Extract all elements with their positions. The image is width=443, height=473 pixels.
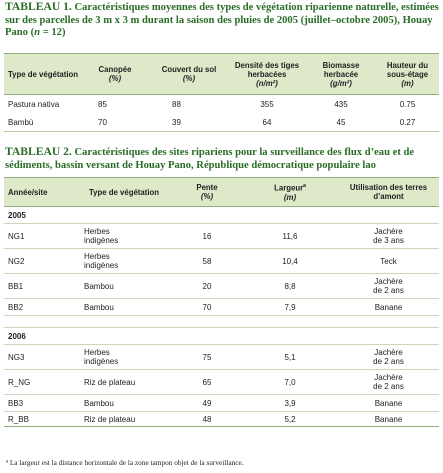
table-row xyxy=(4,249,439,274)
cell-pente: 70 xyxy=(172,299,242,316)
cell-utilisation: Jachère de 3 ans xyxy=(338,224,439,249)
table-row xyxy=(4,370,439,395)
cell-pente: 49 xyxy=(172,395,242,412)
cell-pente: 65 xyxy=(172,370,242,395)
cell-site: BB3 xyxy=(4,395,76,412)
table1-caption xyxy=(3,1,443,40)
cell-largeur: 5,1 xyxy=(242,345,338,370)
cell-largeur: 3,9 xyxy=(242,395,338,412)
table-row xyxy=(4,224,439,249)
cell-type: Pastura nativa xyxy=(8,100,60,109)
cell-largeur: 7,0 xyxy=(242,370,338,395)
cell-site: BB1 xyxy=(4,274,76,299)
cell-largeur: 10,4 xyxy=(242,249,338,274)
cell-site: NG3 xyxy=(4,345,76,370)
cell-canopee: 85 xyxy=(98,100,107,109)
cell-pente: 20 xyxy=(172,274,242,299)
cell-densite: 355 xyxy=(260,100,274,109)
table2-header-annee: Année/site xyxy=(4,178,76,207)
cell-type: Riz de plateau xyxy=(76,412,172,427)
cell-utilisation: Banane xyxy=(338,395,439,412)
cell-type: Herbes indigènes xyxy=(76,345,172,370)
cell-largeur: 5,2 xyxy=(242,412,338,427)
table2-caption xyxy=(3,146,443,172)
cell-couvert: 39 xyxy=(150,114,228,132)
cell-site: R_NG xyxy=(4,370,76,395)
cell-hauteur: 0.27 xyxy=(376,114,439,132)
table1-header-row xyxy=(4,54,439,95)
cell-pente: 48 xyxy=(172,412,242,427)
cell-utilisation: Banane xyxy=(338,299,439,316)
table-row xyxy=(4,395,439,412)
table2-header-row xyxy=(4,178,439,207)
table2 xyxy=(4,177,439,427)
table2-header-largeur: Largeur$^a$ (m) xyxy=(242,178,338,207)
table2-footnote: ª La largeur est la distance horizontale de la zone tampon objet de la surveillance. xyxy=(6,458,244,467)
cell-site: BB2 xyxy=(4,299,76,316)
table2-caption-text: Caractéristiques des sites ripariens pour la surveillance des flux d’eau et de sédiments, bassin versant de Houay Pano, République démocratique populaire lao xyxy=(5,147,415,171)
table1 xyxy=(4,53,439,132)
cell-type: Bambou xyxy=(76,395,172,412)
table-row xyxy=(4,412,439,427)
table1-header-type: Type de végétation xyxy=(4,54,80,95)
table-row xyxy=(4,345,439,370)
table1-caption-label: TABLEAU 1. xyxy=(5,0,72,13)
year-row-2005 xyxy=(4,207,439,224)
cell-hauteur: 0.75 xyxy=(399,100,416,109)
cell-biomasse: 45 xyxy=(306,114,376,132)
cell-largeur: 8,8 xyxy=(242,274,338,299)
spacer-row xyxy=(4,316,439,328)
cell-type: Bambù xyxy=(4,114,80,132)
year-label: 2005 xyxy=(4,207,439,224)
cell-type: Herbes indigènes xyxy=(76,249,172,274)
cell-site: NG2 xyxy=(4,249,76,274)
cell-biomasse: 435 xyxy=(334,100,348,109)
table1-caption-n-value: = 12) xyxy=(40,27,66,39)
table2-header-type: Type de végétation xyxy=(76,178,172,207)
table-row xyxy=(4,95,439,115)
cell-type: Herbes indigènes xyxy=(76,224,172,249)
cell-pente: 75 xyxy=(172,345,242,370)
table2-header-utilisation: Utilisation des terres d’amont xyxy=(338,178,439,207)
year-label: 2006 xyxy=(4,328,439,345)
table1-header-densite: Densité des tiges herbacées (n/m²) xyxy=(228,54,306,95)
table1-caption-text: Caractéristiques moyennes des types de végétation riparienne naturelle, estimées sur des parcelles de 3 m x 3 m durant la saison des pluies de 2005 (juillet–octobre 2005), Houay Pano ( xyxy=(5,2,439,39)
table-row xyxy=(4,114,439,132)
table1-caption-n: n xyxy=(34,27,41,39)
table-row xyxy=(4,299,439,316)
cell-pente: 58 xyxy=(172,249,242,274)
cell-pente: 16 xyxy=(172,224,242,249)
cell-utilisation: Jachère de 2 ans xyxy=(338,370,439,395)
table1-header-biomasse: Biomasse herbacée (g/m²) xyxy=(306,54,376,95)
cell-largeur: 7,9 xyxy=(242,299,338,316)
cell-utilisation: Teck xyxy=(338,249,439,274)
cell-canopee: 70 xyxy=(80,114,150,132)
cell-utilisation: Jachère de 2 ans xyxy=(338,274,439,299)
cell-utilisation: Banane xyxy=(338,412,439,427)
table2-caption-label: TABLEAU 2. xyxy=(5,145,72,158)
cell-couvert: 88 xyxy=(172,100,181,109)
cell-type: Bambou xyxy=(76,299,172,316)
cell-site: NG1 xyxy=(4,224,76,249)
cell-type: Riz de plateau xyxy=(76,370,172,395)
table-row xyxy=(4,274,439,299)
table2-header-pente: Pente (%) xyxy=(172,178,242,207)
cell-densite: 64 xyxy=(228,114,306,132)
table1-header-hauteur: Hauteur du sous-étage (m) xyxy=(376,54,439,95)
cell-utilisation: Jachère de 2 ans xyxy=(338,345,439,370)
year-row-2006 xyxy=(4,328,439,345)
cell-type: Bambou xyxy=(76,274,172,299)
table1-header-couvert: Couvert du sol (%) xyxy=(150,54,228,95)
cell-site: R_BB xyxy=(4,412,76,427)
cell-largeur: 11,6 xyxy=(242,224,338,249)
table1-header-canopee: Canopée (%) xyxy=(80,54,150,95)
